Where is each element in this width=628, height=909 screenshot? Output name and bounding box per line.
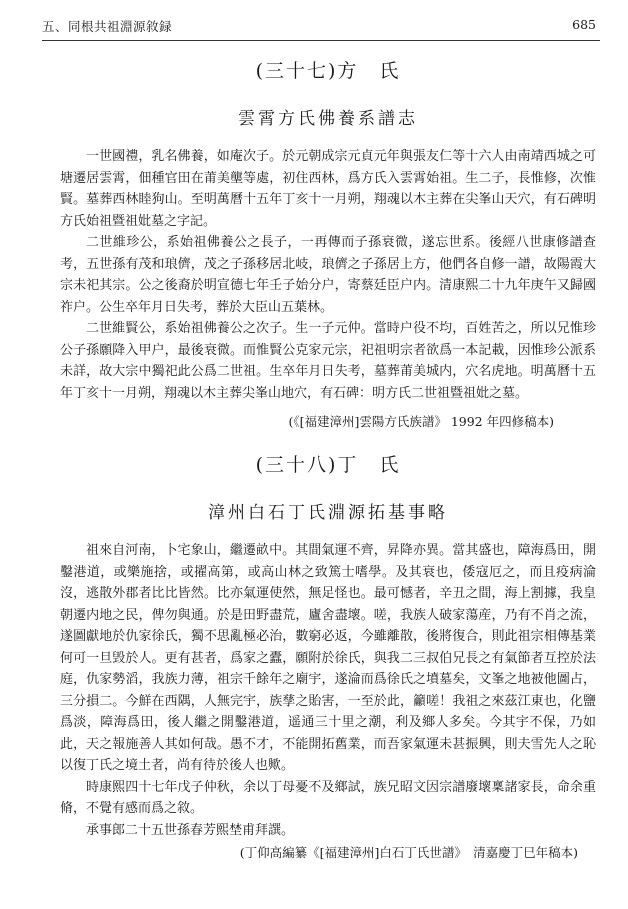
paragraph: 祖來自河南，卜宅象山，繼遷畝中。其間氣運不齊，昇降亦異。當其盛也，障海爲田，開鑿港道，或樂施捨，或擢高第，或高山林之致篤士嗜學。及其衰也，倭寇厄之，而且疫病淪沒，逃散外郡者比比皆然。比亦氣運使然，無足怪也。最可憾者，辛丑之間，海上割據，我皇朝遷内地之民，俾勿與通。於是田野盡荒，廬舍盡壞。嗟，我族人破家蕩産，乃有不肖之流，遂圖獻地於仇家徐氏，獨不思亂極必治，數窮必返，今雖離散，後將復合，則此祖宗相傳基業何可一旦毁於人。更有甚者，爲家之蠹，願附於徐氏，與我二三叔伯兄長之有氣節者互控於法庭，仇家勢滔，我族力薄，祖宗千餘年之廟宇，遂淪而爲徐氏之墳墓矣，文峯之地被他圖占，三分損二。今鮮在西隅，人無完宇，族孳之貽害，一至於此，籲嗟！我祖之來茲江東也，化鹽爲淡，障海爲田，後人繼之開鑿港道，遥通三十里之潮，利及鄉人多矣。今其宇不保，乃如此，天之報施善人其如何哉。愚不才，不能開拓舊業，而吾家氣運未甚振興，則夫雪先人之恥以復丁氏之境土者，尚有待於後人也歟。 bbox=[60, 543, 596, 773]
section-subtitle: 雲霄方氏佛養系譜志 bbox=[238, 109, 418, 129]
source-citation: (《[福建漳州]雲陽方氏族譜》 1992 年四修稿本) bbox=[288, 414, 554, 429]
section-subtitle: 漳州白石丁氏淵源拓基事略 bbox=[208, 503, 448, 523]
paragraph: 承事郎二十五世孫春芳熙埜甫拜譔。 bbox=[86, 822, 295, 838]
section-heading: (三十七)方 氏 bbox=[255, 60, 401, 82]
section-heading: (三十八)丁 氏 bbox=[255, 454, 401, 476]
section-fang bbox=[60, 52, 596, 432]
header-rule bbox=[42, 40, 600, 41]
source-citation: (丁仰高編纂《[福建漳州]白石丁氏世譜》 清嘉慶丁巳年稿本) bbox=[239, 845, 578, 860]
section-ding bbox=[60, 446, 596, 863]
paragraph: 二世維珍公，系始祖佛養公之長子，一再傳而子孫衰微，遂忘世系。後經八世康修譜查考，五世孫有茂和琅儕，茂之子孫移居北岐，琅儕之子孫居上方，他們各自修一譜，故陽霞大宗未祀其宗。公之後裔於明宣德七年壬子始分户，寄蔡廷臣户内。清康熙二十九年庚午又歸國祚户。公生卒年月日失考，葬於大臣山五葉林。 bbox=[60, 235, 596, 315]
running-title: 五、同根共祖淵源敘録 bbox=[42, 19, 173, 34]
page-header bbox=[42, 8, 600, 38]
page-body bbox=[60, 52, 596, 863]
paragraph: 一世國禮，乳名佛養，如庵次子。於元朝成宗元貞元年與張友仁等十六人由南靖西城之可塘遷居雲霄，佃種官田在莆美壟等處，初住西林，爲方氏入雲霄始祖。生二子，長惟修，次惟賢。墓葬西林睦狗山。至明萬曆十五年丁亥十一月朔，翔魂以木主葬在尖峯山天穴，有石碑明方氏始祖暨祖妣墓之字記。 bbox=[60, 149, 596, 229]
paragraph: 二世維賢公，系始祖佛養公之次子。生一子元仲。當時户役不均，百姓苦之，所以兄惟珍公子孫願降入甲户，最後衰微。而惟賢公克家元宗，祀祖明宗者欲爲一本記載，因惟珍公派系未詳，故大宗中獨祀此公爲二世祖。生卒年月日失考，墓葬莆美城内，穴名虎地。明萬曆十五年丁亥十一月朔，翔魂以木主葬尖峯山地穴，有石碑：明方氏二世祖暨祖妣之墓。 bbox=[60, 321, 596, 401]
paragraph: 時康熙四十七年戊子仲秋，余以丁母憂不及鄉試，族兄昭文因宗譜廢壞稟諸家長，命余重脩，不覺有感而爲之敘。 bbox=[60, 779, 596, 816]
page-number: 685 bbox=[572, 17, 596, 32]
